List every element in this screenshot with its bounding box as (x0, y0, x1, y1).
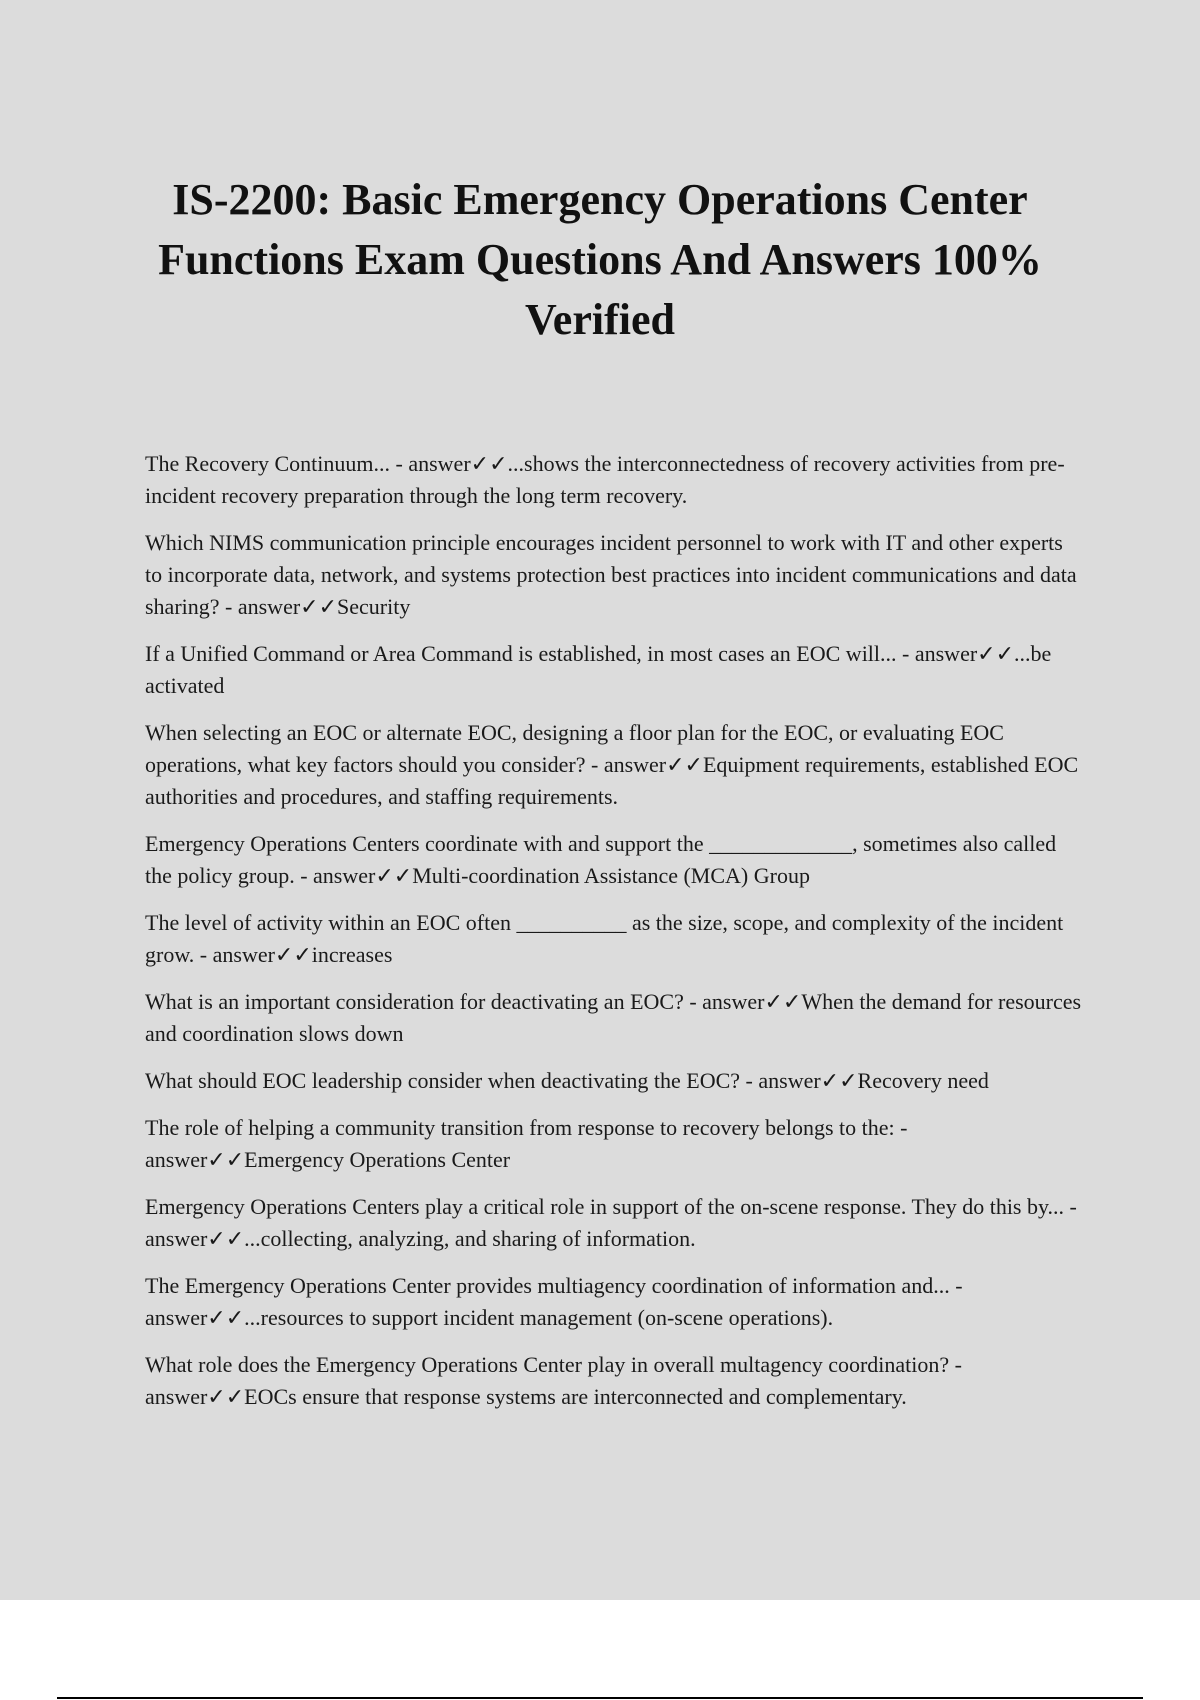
bottom-divider (57, 1697, 1143, 1699)
document-title: IS-2200: Basic Emergency Operations Center Functions Exam Questions And Answers 100% Verified (158, 175, 1042, 344)
qa-item-12: What role does the Emergency Operations Center play in overall multagency coordination? - answer✓✓EOCs ensure that response systems are interconnected and complementary. (145, 1352, 962, 1409)
qa-list (145, 448, 1085, 1428)
qa-item-9: The role of helping a community transition from response to recovery belongs to the: - answer✓✓Emergency Operations Center (145, 1115, 908, 1172)
qa-item-10: Emergency Operations Centers play a critical role in support of the on-scene response. They do this by... - answer✓✓...collecting, analyzing, and sharing of information. (145, 1194, 1077, 1251)
qa-item-2: Which NIMS communication principle encourages incident personnel to work with IT and other experts to incorporate data, network, and systems protection best practices into incident communications and data sharing? - answer✓✓Security (145, 530, 1077, 619)
qa-item-4: When selecting an EOC or alternate EOC, designing a floor plan for the EOC, or evaluating EOC operations, what key factors should you consider? - answer✓✓Equipment requirements, established EOC authorities and procedures, and staffing requirements. (145, 720, 1079, 809)
qa-item-8: What should EOC leadership consider when deactivating the EOC? - answer✓✓Recovery need (145, 1068, 989, 1093)
qa-item-11: The Emergency Operations Center provides multiagency coordination of information and... - answer✓✓...resources to support incident management (on-scene operations). (145, 1273, 963, 1330)
qa-item-1: The Recovery Continuum... - answer✓✓...shows the interconnectedness of recovery activities from pre-incident recovery preparation through the long term recovery. (145, 451, 1065, 508)
qa-item-7: What is an important consideration for deactivating an EOC? - answer✓✓When the demand for resources and coordination slows down (145, 989, 1082, 1046)
qa-item-6: The level of activity within an EOC often __________ as the size, scope, and complexity of the incident grow. - answer✓✓increases (145, 910, 1064, 967)
qa-item-3: If a Unified Command or Area Command is established, in most cases an EOC will... - answer✓✓...be activated (145, 641, 1052, 698)
qa-item-5: Emergency Operations Centers coordinate with and support the _____________, sometimes also called the policy group. - answer✓✓Multi-coordination Assistance (MCA) Group (145, 831, 1057, 888)
